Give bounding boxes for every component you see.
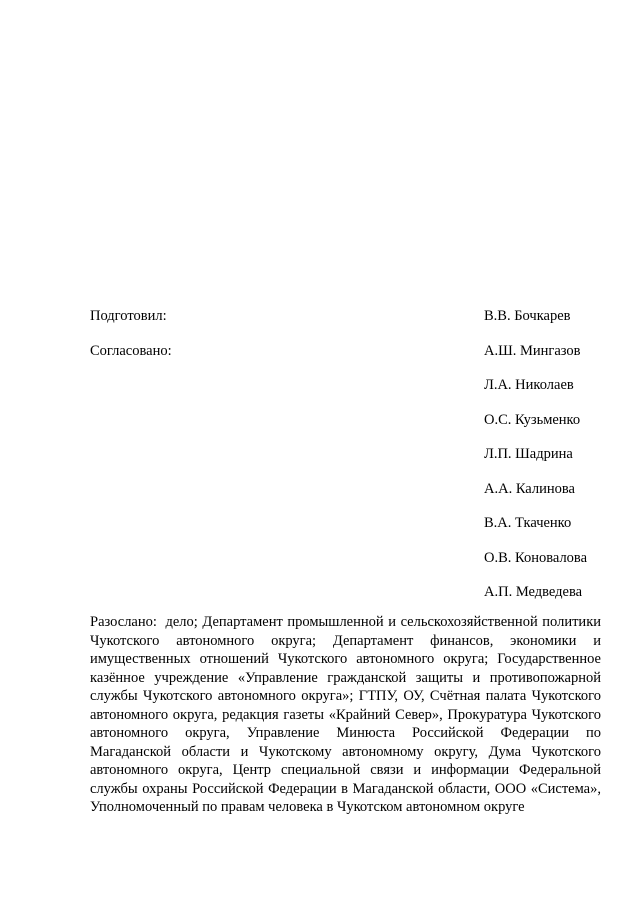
agreed-by-name: Л.П. Шадрина xyxy=(484,446,573,462)
agreed-row xyxy=(0,444,640,464)
distribution-text: дело; Департамент промышленной и сельскохозяйственной политики Чукотского автономного округа; Департамент финансов, экономики и имущественных отношений Чукотского автономного округа; Государственное казённое учреждение «Управление гражданской защиты и противопожарной службы Чукотского автономного округа»; ГТПУ, ОУ, Счётная палата Чукотского автономного округа, редакция газеты «Крайний Север», Прокуратура Чукотского автономного округа, Управление Минюста Российской Федерации по Магаданской области и Чукотскому автономному округу, Дума Чукотского автономного округа, Центр специальной связи и информации Федеральной службы охраны Российской Федерации в Магаданской области, ООО «Система», Уполномоченный по правам человека в Чукотском автономном округе xyxy=(90,614,601,815)
prepared-row xyxy=(0,306,640,326)
agreed-by-name: А.Ш. Мингазов xyxy=(484,343,581,359)
agreed-row xyxy=(0,479,640,499)
agreed-row xyxy=(0,582,640,602)
agreed-by-name: О.С. Кузьменко xyxy=(484,412,581,428)
agreed-by-name: О.В. Коновалова xyxy=(484,550,588,566)
agreed-by-name: Л.А. Николаев xyxy=(484,377,574,393)
agreed-row xyxy=(0,341,640,361)
agreed-by-name: В.А. Ткаченко xyxy=(484,515,572,531)
prepared-by-name: В.В. Бочкарев xyxy=(484,308,571,324)
distribution-label: Разослано: xyxy=(90,614,157,630)
prepared-label: Подготовил: xyxy=(90,308,167,324)
distribution-list xyxy=(90,613,601,817)
agreed-row xyxy=(0,513,640,533)
agreed-row xyxy=(0,548,640,568)
agreed-by-name: А.П. Медведева xyxy=(484,584,583,600)
agreed-row xyxy=(0,375,640,395)
agreed-by-name: А.А. Калинова xyxy=(484,481,575,497)
agreed-row xyxy=(0,410,640,430)
agreed-label: Согласовано: xyxy=(90,343,172,359)
